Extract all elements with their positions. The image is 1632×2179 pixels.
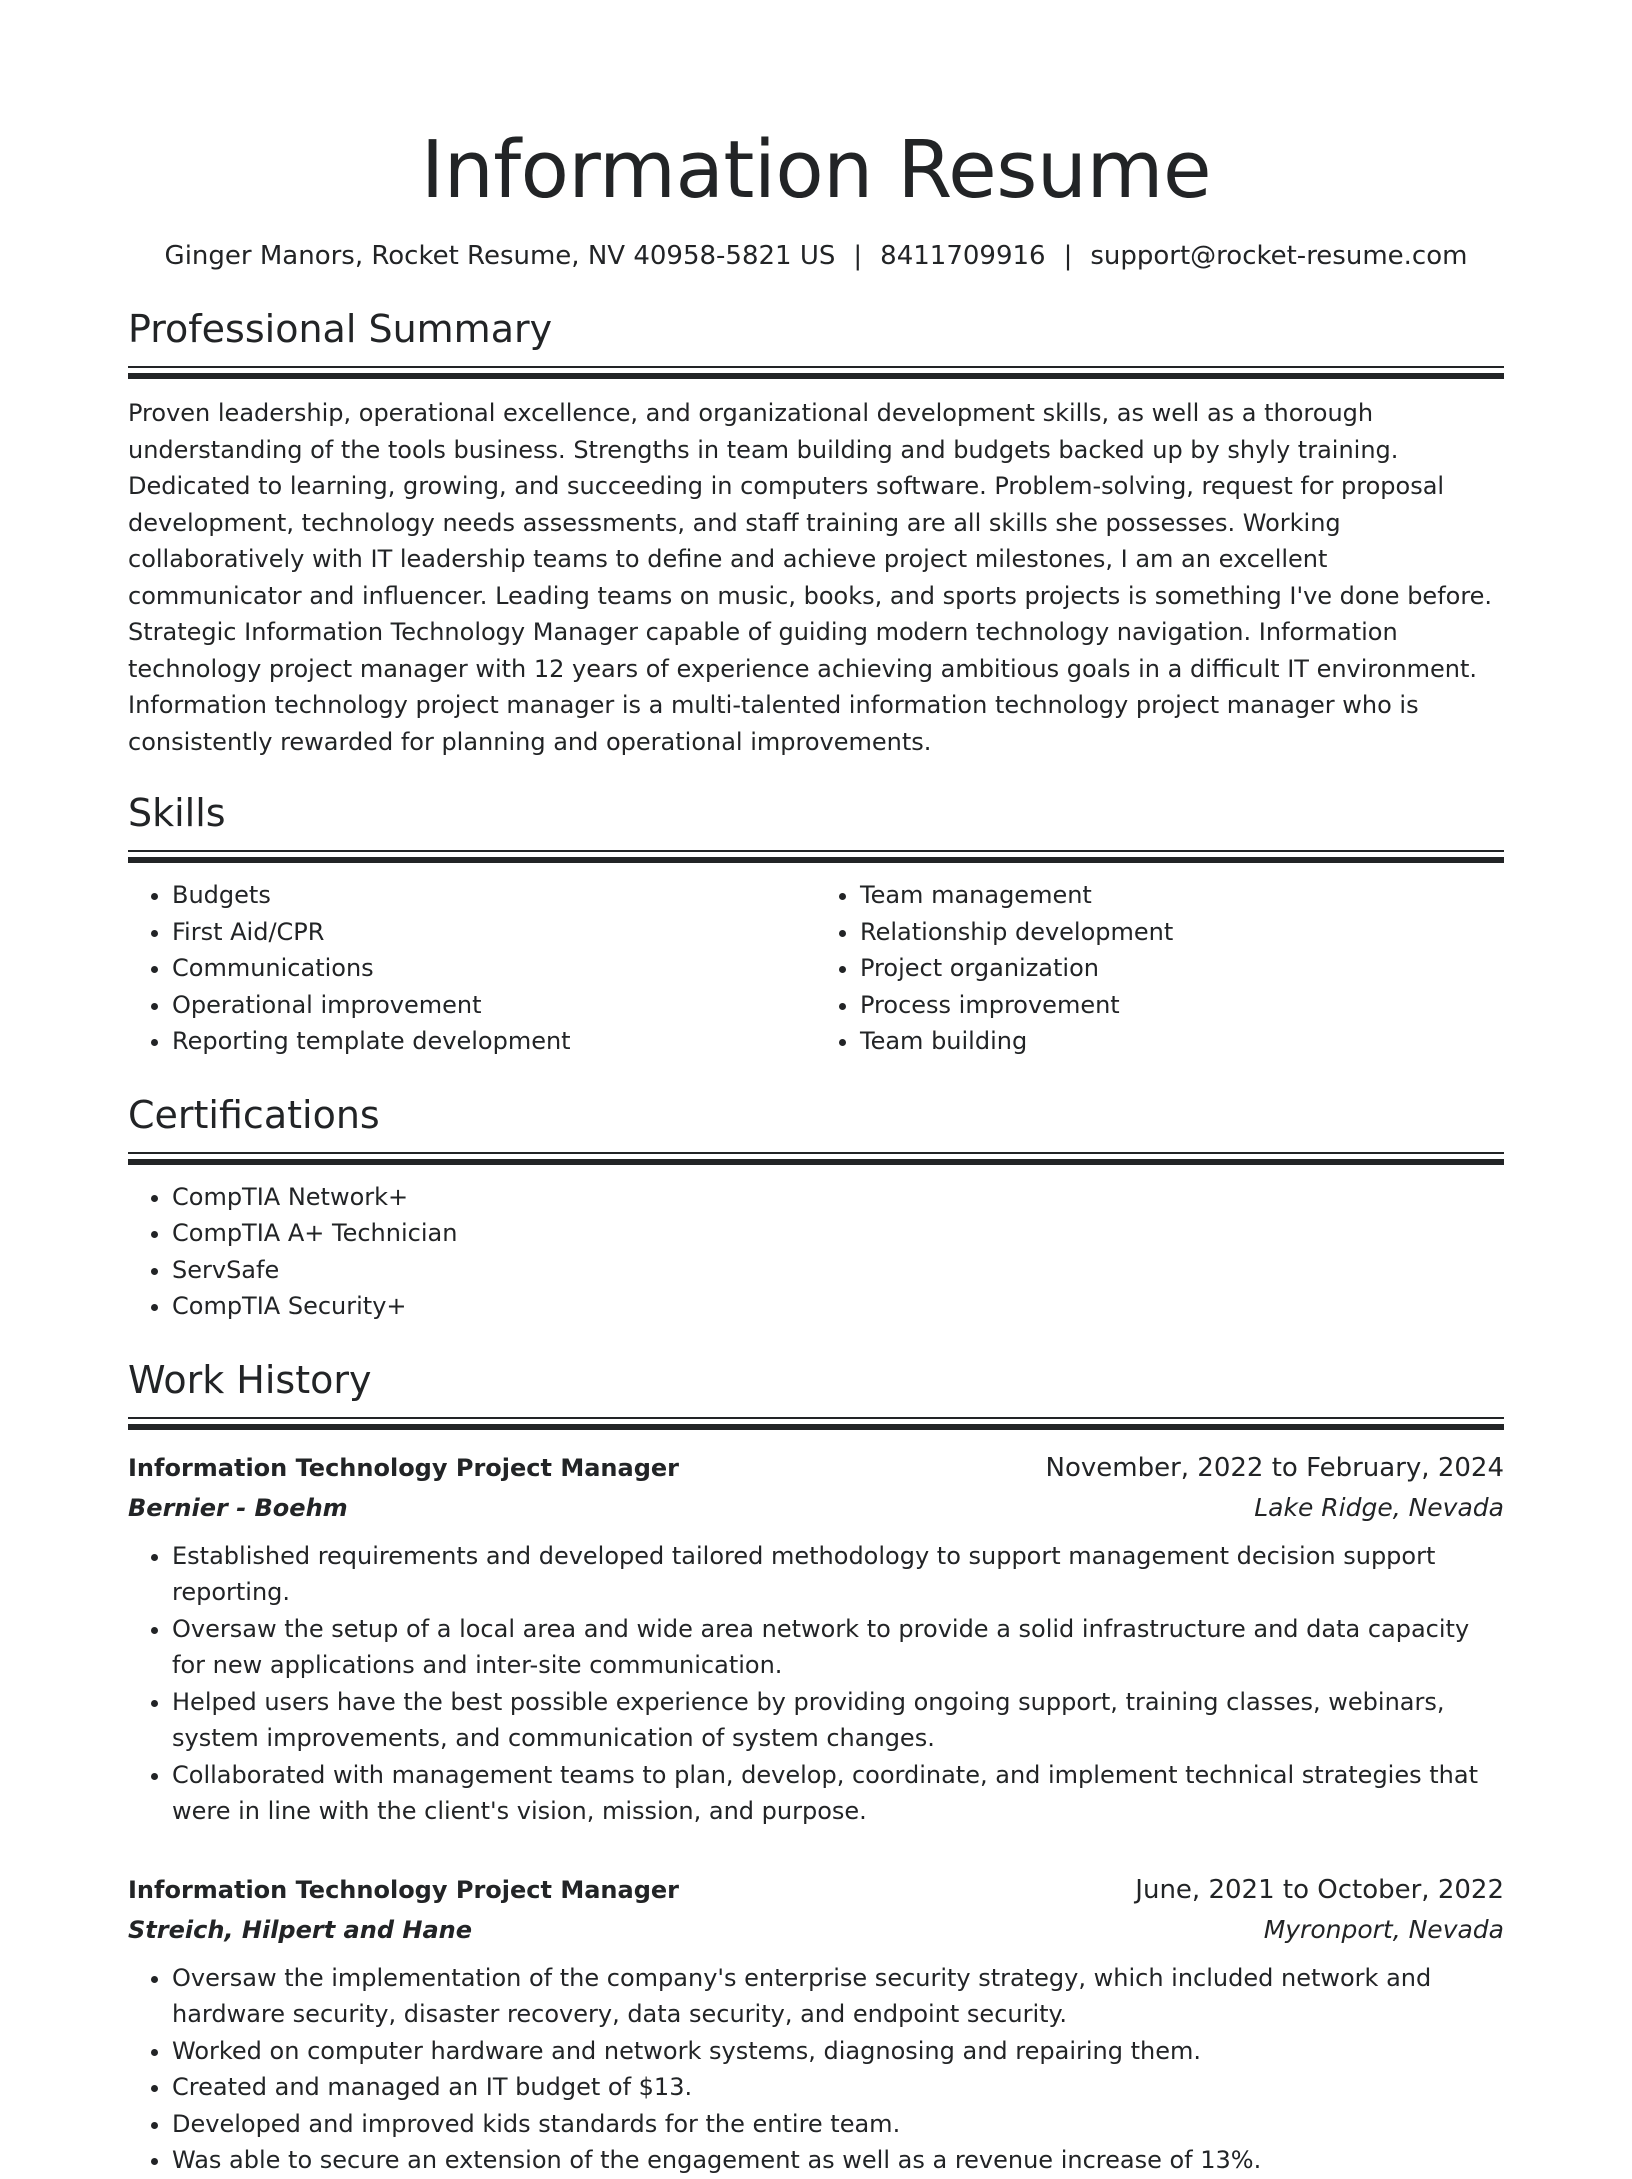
certification-item: • ServSafe	[172, 1252, 1504, 1289]
work-history-heading: Work History	[128, 1357, 372, 1402]
resume-page	[128, 0, 1504, 2179]
skill-item: • First Aid/CPR	[172, 914, 816, 951]
job-bullet: • Worked on computer hardware and network systems, diagnosing and repairing them.	[172, 2033, 1504, 2070]
job-location: Myronport, Nevada	[1263, 1914, 1504, 1944]
certifications-list	[128, 1179, 1504, 1325]
skills-heading: Skills	[128, 791, 226, 835]
job-title: Information Technology Project Manager	[128, 1453, 679, 1482]
contact-line	[128, 238, 1504, 274]
job-bullets	[128, 1538, 1504, 1830]
skill-item: • Budgets	[172, 877, 816, 914]
contact-phone: 8411709916	[880, 241, 1046, 271]
summary-section	[128, 304, 1504, 760]
section-divider	[128, 366, 1504, 379]
skill-item: • Team building	[860, 1023, 1504, 1060]
section-divider	[128, 850, 1504, 863]
skills-list-left	[128, 877, 816, 1060]
contact-email: support@rocket-resume.com	[1090, 241, 1468, 271]
contact-separator: |	[1063, 241, 1073, 271]
job-bullet: • Created and managed an IT budget of $13.	[172, 2069, 1504, 2106]
job-title: Information Technology Project Manager	[128, 1875, 679, 1904]
job-bullet: • Helped users have the best possible experience by providing ongoing support, training classes, webinars, system improvements, and communication of system changes.	[172, 1684, 1504, 1757]
job-bullets	[128, 1960, 1504, 2179]
job-entry	[128, 1448, 1504, 1830]
job-dates: June, 2021 to October, 2022	[1135, 1874, 1504, 1905]
job-bullet: • Developed and improved kids standards for the entire team.	[172, 2106, 1504, 2143]
job-dates: November, 2022 to February, 2024	[1045, 1452, 1504, 1483]
contact-address: Ginger Manors, Rocket Resume, NV 40958-5821 US	[164, 241, 836, 271]
job-company-row	[128, 1488, 1504, 1528]
resume-name: Information Resume	[420, 124, 1212, 216]
job-bullet: • Established requirements and developed tailored methodology to support management decision support reporting.	[172, 1538, 1504, 1611]
job-company-row	[128, 1910, 1504, 1950]
skills-section	[128, 788, 1504, 1060]
job-location: Lake Ridge, Nevada	[1254, 1492, 1504, 1522]
skill-item: • Reporting template development	[172, 1023, 816, 1060]
contact-separator: |	[853, 241, 863, 271]
job-company: Streich, Hilpert and Hane	[128, 1915, 473, 1944]
summary-heading: Professional Summary	[128, 307, 553, 351]
job-bullet: • Oversaw the setup of a local area and wide area network to provide a solid infrastructure and data capacity for new applications and inter-site communication.	[172, 1611, 1504, 1684]
job-header-row	[128, 1870, 1504, 1910]
job-company: Bernier - Boehm	[128, 1493, 348, 1522]
skill-item: • Process improvement	[860, 987, 1504, 1024]
skill-item: • Team management	[860, 877, 1504, 914]
work-history-section	[128, 1355, 1504, 2179]
job-entry	[128, 1870, 1504, 2179]
skills-list-right	[816, 877, 1504, 1060]
skills-columns	[128, 877, 1504, 1060]
skill-item: • Communications	[172, 950, 816, 987]
job-header-row	[128, 1448, 1504, 1488]
job-bullet: • Was able to secure an extension of the engagement as well as a revenue increase of 13%.	[172, 2142, 1504, 2179]
summary-text: Proven leadership, operational excellence, and organizational development skills, as well as a thorough understanding of the tools business. Strengths in team building and budgets backed up by shyly training. Dedicated to learning, growing, and succeeding in computers software. Problem-solving, request for proposal development, technology needs assessments, and staff training are all skills she possesses. Working collaboratively with IT leadership teams to define and achieve project milestones, I am an excellent communicator and influencer. Leading teams on music, books, and sports projects is something I've done before. Strategic Information Technology Manager capable of guiding modern technology navigation. Information technology project manager with 12 years of experience achieving ambitious goals in a difficult IT environment. Information technology project manager is a multi-talented information technology project manager who is consistently rewarded for planning and operational improvements.	[128, 399, 1493, 756]
skill-item: • Project organization	[860, 950, 1504, 987]
job-bullet: • Collaborated with management teams to plan, develop, coordinate, and implement technical strategies that were in line with the client's vision, mission, and purpose.	[172, 1757, 1504, 1830]
certification-item: • CompTIA Security+	[172, 1288, 1504, 1325]
certification-item: • CompTIA Network+	[172, 1179, 1504, 1216]
section-divider	[128, 1152, 1504, 1165]
skill-item: • Relationship development	[860, 914, 1504, 951]
certification-item: • CompTIA A+ Technician	[172, 1215, 1504, 1252]
certifications-section	[128, 1090, 1504, 1325]
skill-item: • Operational improvement	[172, 987, 816, 1024]
job-bullet: • Oversaw the implementation of the company's enterprise security strategy, which included network and hardware security, disaster recovery, data security, and endpoint security.	[172, 1960, 1504, 2033]
section-divider	[128, 1417, 1504, 1430]
certifications-heading: Certifications	[128, 1092, 380, 1137]
